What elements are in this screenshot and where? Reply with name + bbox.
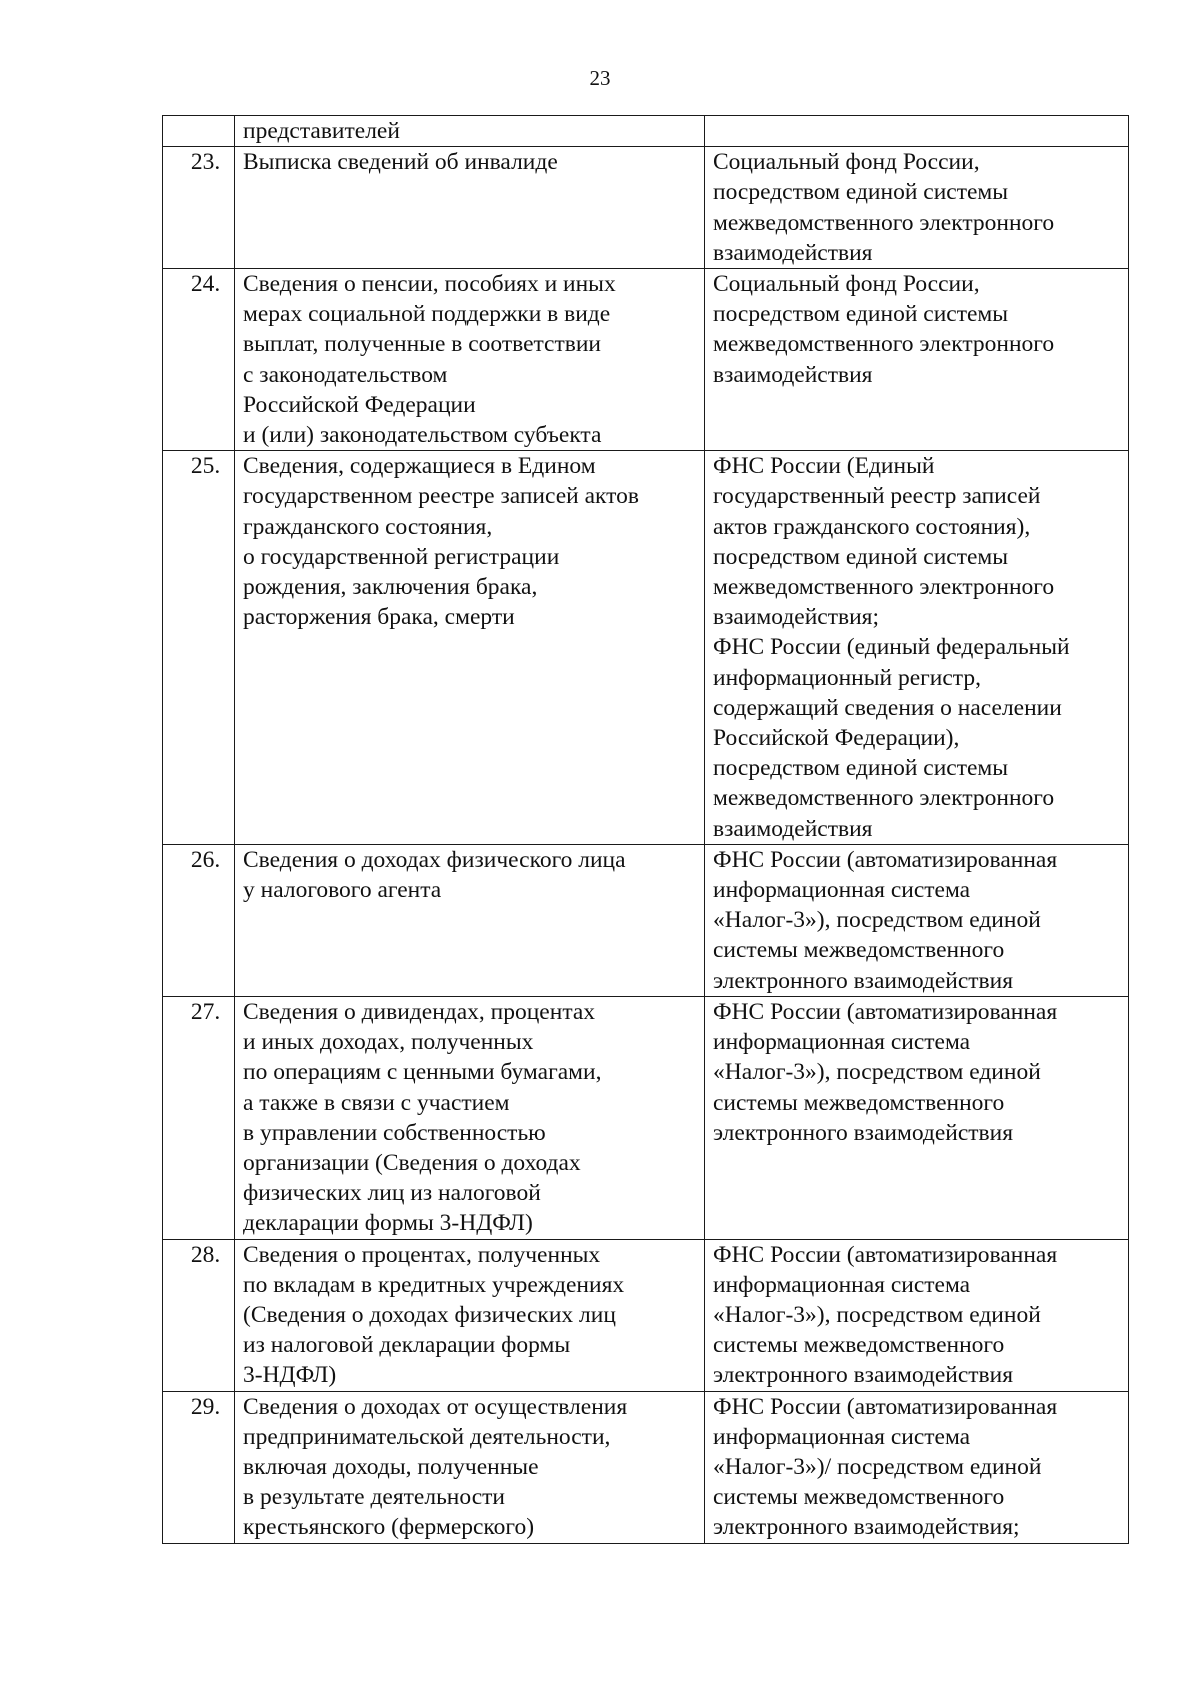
table-row: [163, 147, 1129, 269]
row-number: 27.: [163, 996, 235, 1239]
data-source: ФНС России (автоматизированная информационная система «Налог-3»), посредством единой системы межведомственного электронного взаимодействия: [705, 844, 1129, 996]
row-number: 29.: [163, 1391, 235, 1543]
data-source: Социальный фонд России, посредством единой системы межведомственного электронного взаимодействия: [705, 269, 1129, 451]
document-name: Сведения, содержащиеся в Едином государственном реестре записей актов гражданского состояния, о государственной регистрации рождения, заключения брака, расторжения брака, смерти: [235, 451, 705, 845]
table-row: [163, 1239, 1129, 1391]
document-name: Сведения о доходах физического лица у налогового агента: [235, 844, 705, 996]
table-row: [163, 844, 1129, 996]
row-number: 25.: [163, 451, 235, 845]
row-number: 23.: [163, 147, 235, 269]
page-number: 23: [589, 66, 611, 90]
document-name: Сведения о доходах от осуществления предпринимательской деятельности, включая доходы, полученные в результате деятельности крестьянского (фермерского): [235, 1391, 705, 1543]
data-source: ФНС России (автоматизированная информационная система «Налог-3»)/ посредством единой системы межведомственного электронного взаимодействия;: [705, 1391, 1129, 1543]
row-number: 26.: [163, 844, 235, 996]
documents-table: [162, 115, 1129, 1544]
data-source: ФНС России (автоматизированная информационная система «Налог-3»), посредством единой системы межведомственного электронного взаимодействия: [705, 996, 1129, 1239]
document-name: представителей: [235, 116, 705, 147]
row-number: 28.: [163, 1239, 235, 1391]
row-number: [163, 116, 235, 147]
data-source: ФНС России (Единый государственный реестр записей актов гражданского состояния), посредством единой системы межведомственного электронного взаимодействия; ФНС России (единый федеральный информационный регистр, содержащий сведения о населении Российской Федерации), посредством единой системы межведомственного электронного взаимодействия: [705, 451, 1129, 845]
table-row: [163, 269, 1129, 451]
table-row: [163, 116, 1129, 147]
row-number: 24.: [163, 269, 235, 451]
data-source: [705, 116, 1129, 147]
data-source: ФНС России (автоматизированная информационная система «Налог-3»), посредством единой системы межведомственного электронного взаимодействия: [705, 1239, 1129, 1391]
data-source: Социальный фонд России, посредством единой системы межведомственного электронного взаимодействия: [705, 147, 1129, 269]
table-row: [163, 1391, 1129, 1543]
document-name: Выписка сведений об инвалиде: [235, 147, 705, 269]
document-name: Сведения о дивидендах, процентах и иных доходах, полученных по операциям с ценными бумагами, а также в связи с участием в управлении собственностью организации (Сведения о доходах физических лиц из налоговой декларации формы 3-НДФЛ): [235, 996, 705, 1239]
table-row: [163, 996, 1129, 1239]
table-row: [163, 451, 1129, 845]
document-name: Сведения о пенсии, пособиях и иных мерах социальной поддержки в виде выплат, полученные в соответствии с законодательством Российской Федерации и (или) законодательством субъекта: [235, 269, 705, 451]
document-name: Сведения о процентах, полученных по вкладам в кредитных учреждениях (Сведения о доходах физических лиц из налоговой декларации формы 3-НДФЛ): [235, 1239, 705, 1391]
